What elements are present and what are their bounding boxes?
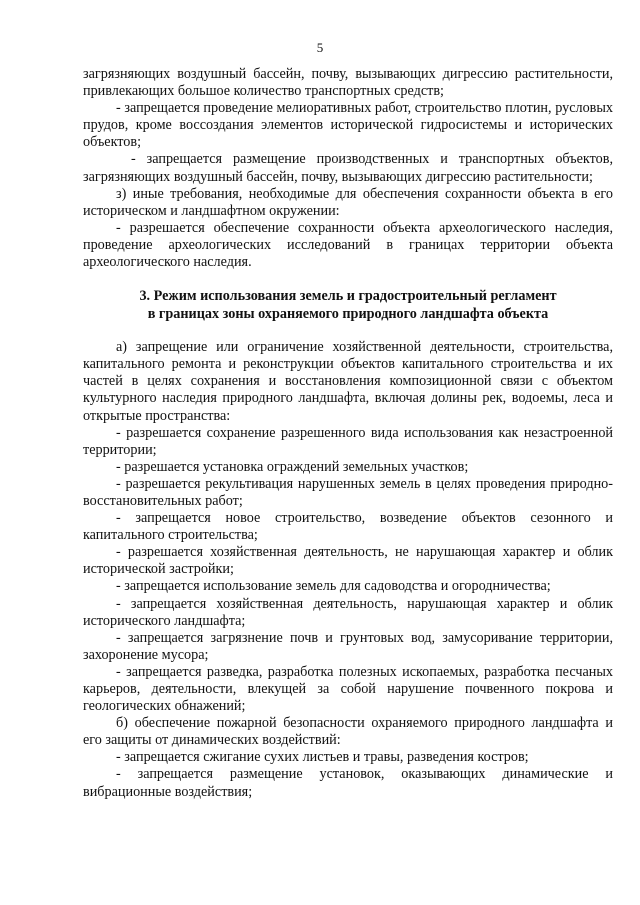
page-number: 5 <box>316 40 324 55</box>
paragraph: - запрещается размещение установок, оказывающих динамические и вибрационные воздействия; <box>83 766 613 800</box>
paragraph: - запрещается загрязнение почв и грунтовых вод, замусоривание территории, захоронение мусора; <box>83 629 613 663</box>
paragraph: з) иные требования, необходимые для обеспечения сохранности объекта в его историческом и ландшафтном окружении: <box>83 185 613 219</box>
paragraph: - разрешается обеспечение сохранности объекта археологического наследия, проведение археологических исследований в границах территории объекта археологического наследия. <box>83 219 613 271</box>
paragraph: - запрещается использование земель для садоводства и огородничества; <box>116 578 551 595</box>
paragraph: - запрещается проведение мелиоративных работ, строительство плотин, русловых прудов, кроме воссоздания элементов исторической гидросистемы и исторических объектов; <box>83 100 613 151</box>
paragraph: загрязняющих воздушный бассейн, почву, вызывающих дигрессию растительности, привлекающих большое количество транспортных средств; <box>83 66 613 100</box>
paragraph: - разрешается хозяйственная деятельность, не нарушающая характер и облик исторической застройки; <box>83 544 613 578</box>
paragraph: - запрещается сжигание сухих листьев и травы, разведения костров; <box>116 749 529 766</box>
paragraph: - разрешается рекультивация нарушенных земель в целях проведения природно-восстановительных работ; <box>83 475 613 509</box>
section-heading-line-1: 3. Режим использования земель и градостроительный регламент <box>139 288 557 305</box>
paragraph: - запрещается размещение производственных и транспортных объектов, загрязняющих воздушный бассейн, почву, вызывающих дигрессию растительности; <box>83 151 613 185</box>
paragraph: - запрещается разведка, разработка полезных ископаемых, разработка песчаных карьеров, деятельности, влекущей за собой нарушение почвенного покрова и геологических обнажений; <box>83 663 613 715</box>
paragraph: б) обеспечение пожарной безопасности охраняемого природного ландшафта и его защиты от динамических воздействий: <box>83 715 613 749</box>
paragraph: - разрешается установка ограждений земельных участков; <box>116 458 469 475</box>
document-body <box>83 66 613 801</box>
paragraph: - запрещается хозяйственная деятельность, нарушающая характер и облик исторического ландшафта; <box>83 595 613 629</box>
paragraph: а) запрещение или ограничение хозяйственной деятельности, строительства, капитального ремонта и реконструкции объектов капитального строительства и их частей в целях сохранения и восстановления композиционной связи с объектом культурного наследия природного ландшафта, включая долины рек, водоемы, леса и открытые пространства: <box>83 339 613 424</box>
paragraph: - запрещается новое строительство, возведение объектов сезонного и капитального строительства; <box>83 510 613 544</box>
section-heading-line-2: в границах зоны охраняемого природного ландшафта объекта <box>147 305 549 322</box>
paragraph: - разрешается сохранение разрешенного вида использования как незастроенной территории; <box>83 424 613 458</box>
section-heading <box>83 288 613 323</box>
